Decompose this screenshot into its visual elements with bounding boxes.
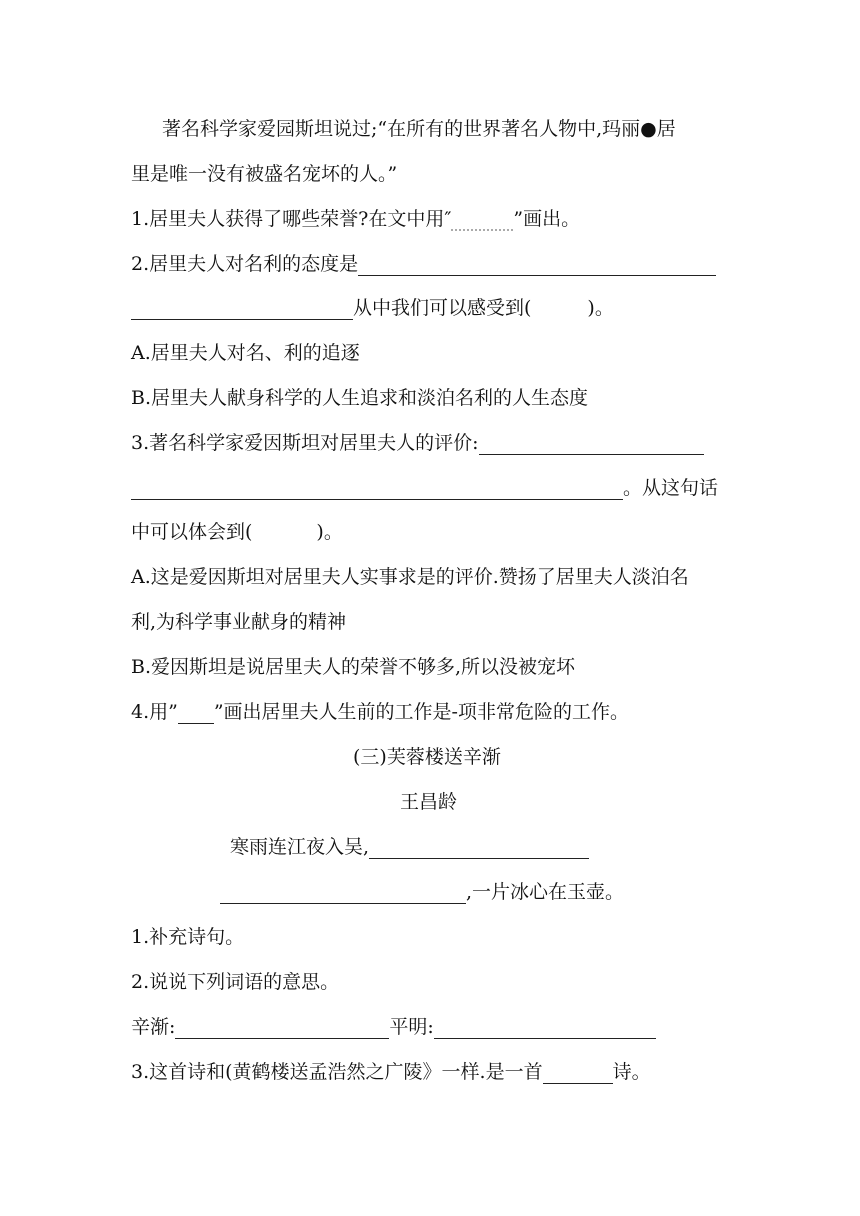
poem-line-2 — [220, 880, 624, 904]
poem-blank[interactable] — [220, 883, 466, 904]
question-3-line-3 — [131, 520, 343, 544]
word-pingming-label: 平明: — [389, 1016, 434, 1038]
question-1 — [131, 207, 580, 231]
question-3 — [131, 431, 704, 455]
poem-question-3 — [131, 1060, 651, 1084]
answer-blank[interactable] — [131, 479, 623, 500]
poem-title: (三)芙蓉楼送辛渐 — [353, 746, 501, 768]
question-3-line-2 — [131, 476, 718, 500]
question-1-text: 1.居里夫人获得了哪些荣誉?在文中用″ — [131, 208, 452, 230]
word-meanings — [131, 1015, 656, 1039]
poem-question-1: 1.补充诗句。 — [131, 926, 245, 948]
underline-mark — [178, 705, 214, 724]
question-2 — [131, 252, 716, 276]
option-2a: A.居里夫人对名、利的追逐 — [131, 342, 360, 364]
answer-blank[interactable] — [543, 1063, 613, 1084]
question-4-text-end: ”画出居里夫人生前的工作是-项非常危险的工作。 — [213, 701, 629, 723]
question-4 — [131, 700, 629, 724]
option-3a-line-2: 利,为科学事业献身的精神 — [131, 611, 347, 633]
question-3-line-2-text: 。从这句话 — [623, 477, 719, 499]
poem-line-2-text: ,一片冰心在玉壶。 — [466, 881, 625, 903]
answer-blank[interactable] — [175, 1018, 389, 1039]
question-2-text: 2.居里夫人对名利的态度是 — [131, 253, 359, 275]
option-3a-line-1: A.这是爱因斯坦对居里夫人实事求是的评价.赞扬了居里夫人淡泊名 — [131, 566, 689, 588]
poem-line-1 — [230, 835, 589, 859]
answer-blank[interactable] — [131, 299, 353, 320]
poem-question-3-end: 诗。 — [612, 1061, 651, 1083]
wavy-line-mark — [451, 215, 513, 231]
question-3-line-3-text: 中可以体会到( — [131, 521, 253, 543]
question-4-text: 4.用” — [131, 701, 178, 723]
question-3-line-3-end: )。 — [316, 521, 343, 543]
question-2-mid: 从中我们可以感受到( — [353, 297, 532, 319]
word-xinjian-label: 辛渐: — [131, 1016, 176, 1038]
answer-blank[interactable] — [358, 255, 716, 276]
question-2-end: )。 — [587, 297, 614, 319]
poem-author: 王昌龄 — [400, 791, 458, 813]
poem-blank[interactable] — [369, 838, 589, 859]
question-2-line-2 — [131, 296, 614, 320]
passage-line-1: 著名科学家爱园斯坦说过;“在所有的世界著名人物中,玛丽●居 — [162, 118, 676, 140]
passage-line-2: 里是唯一没有被盛名宠坏的人。” — [131, 163, 398, 185]
answer-blank[interactable] — [434, 1018, 656, 1039]
question-1-text-end: ”画出。 — [513, 208, 581, 230]
option-2b: B.居里夫人献身科学的人生追求和淡泊名利的人生态度 — [131, 387, 589, 409]
question-3-text: 3.著名科学家爱因斯坦对居里夫人的评价: — [131, 432, 479, 454]
option-3b: B.爱因斯坦是说居里夫人的荣誉不够多,所以没被宠坏 — [131, 656, 576, 678]
answer-blank[interactable] — [479, 434, 704, 455]
poem-question-3-text: 3.这首诗和(黄鹤楼送孟浩然之广陵》一样.是一首 — [131, 1061, 543, 1083]
poem-question-2: 2.说说下列词语的意思。 — [131, 971, 340, 993]
poem-line-1-text: 寒雨连江夜入吴, — [230, 836, 370, 858]
